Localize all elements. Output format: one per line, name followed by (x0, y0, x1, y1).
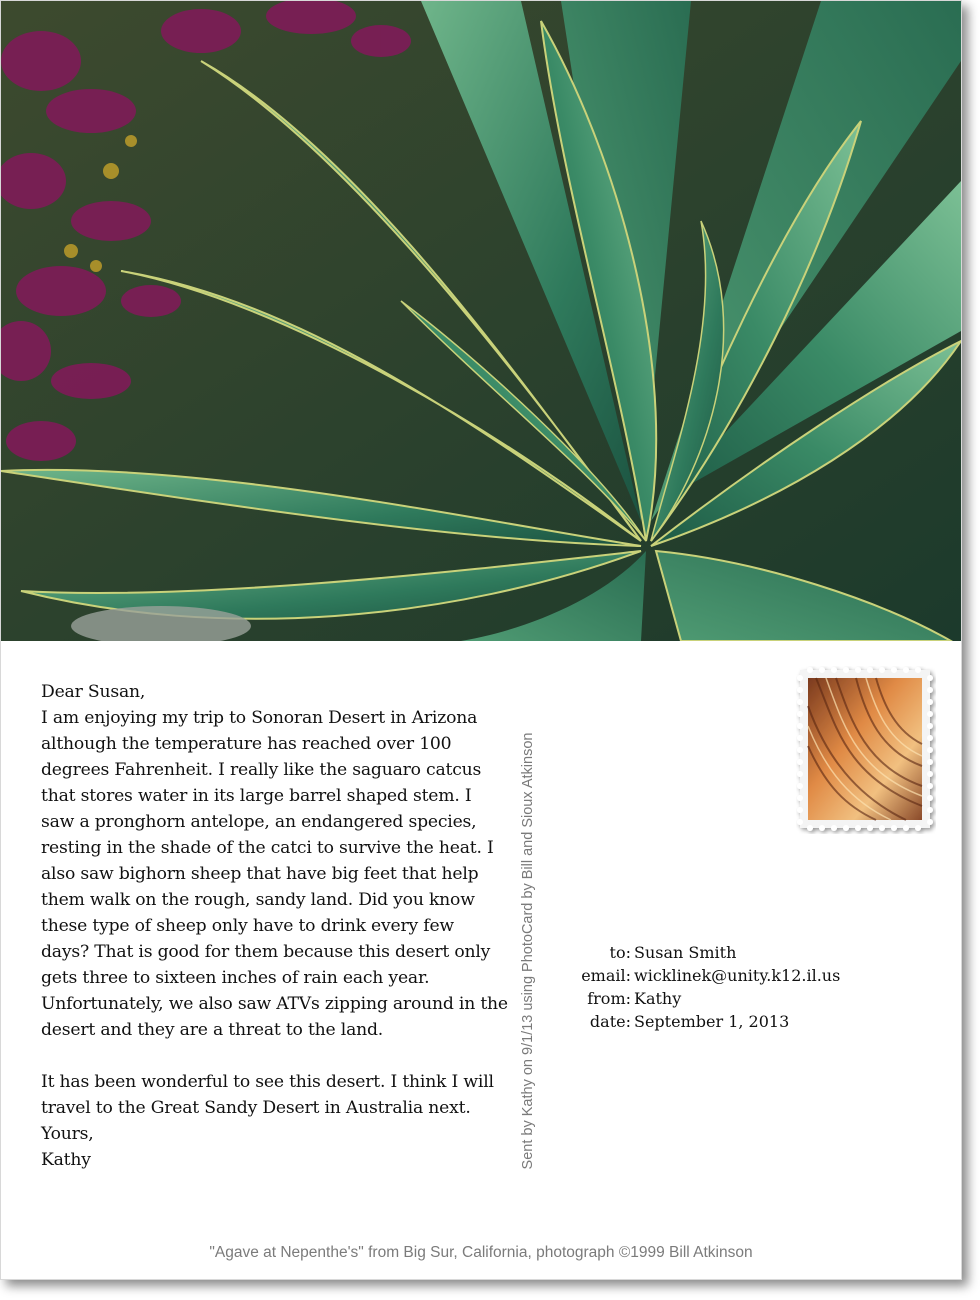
agave-photo (1, 1, 961, 641)
date-label: date: (589, 1012, 631, 1031)
line: days? That is good for them because this desert only (41, 942, 491, 962)
paragraph-gap (41, 1043, 511, 1069)
sent-by-credit: Sent by Kathy on 9/1/13 using PhotoCard by Bill and Sioux Atkinson (520, 732, 536, 1170)
from-value: Kathy (634, 989, 682, 1008)
line: I am enjoying my trip to Sonoran Desert in Arizona (41, 708, 478, 728)
agave-plant-icon (1, 1, 961, 641)
stamp-image-icon (796, 666, 936, 834)
date-row (581, 1010, 840, 1033)
line: degrees Fahrenheit. I really like the saguaro catcus (41, 760, 482, 780)
signature: Kathy (41, 1150, 91, 1170)
from-row (581, 987, 840, 1010)
line: desert and they are a threat to the land. (41, 1020, 384, 1040)
line: resting in the shade of the catci to survive the heat. I (41, 838, 494, 858)
message-body (41, 679, 511, 1173)
to-value: Susan Smith (634, 943, 737, 962)
closing: Yours, (41, 1124, 94, 1144)
line: It has been wonderful to see this desert. I think I will (41, 1072, 494, 1092)
line: although the temperature has reached over 100 (41, 734, 452, 754)
line: these type of sheep only have to drink every few (41, 916, 454, 936)
line: that stores water in its large barrel shaped stem. I (41, 786, 472, 806)
to-row (581, 941, 840, 964)
line: saw a pronghorn antelope, an endangered species, (41, 812, 477, 832)
line: also saw bighorn sheep that have big feet that help (41, 864, 479, 884)
photo-caption: "Agave at Nepenthe's" from Big Sur, California, photograph ©1999 Bill Atkinson (209, 1244, 753, 1261)
from-label: from: (587, 989, 631, 1008)
email-row (581, 964, 840, 987)
postage-stamp (796, 666, 936, 834)
line: them walk on the rough, sandy land. Did you know (41, 890, 475, 910)
email-label: email: (581, 966, 631, 985)
line: travel to the Great Sandy Desert in Australia next. (41, 1098, 471, 1118)
to-label: to: (609, 943, 631, 962)
line: gets three to sixteen inches of rain each year. (41, 968, 430, 988)
line: Unfortunately, we also saw ATVs zipping around in the (41, 994, 508, 1014)
email-value[interactable]: wicklinek@unity.k12.il.us (634, 966, 841, 985)
address-block (581, 941, 840, 1033)
greeting: Dear Susan, (41, 682, 146, 702)
date-value: September 1, 2013 (634, 1012, 790, 1031)
